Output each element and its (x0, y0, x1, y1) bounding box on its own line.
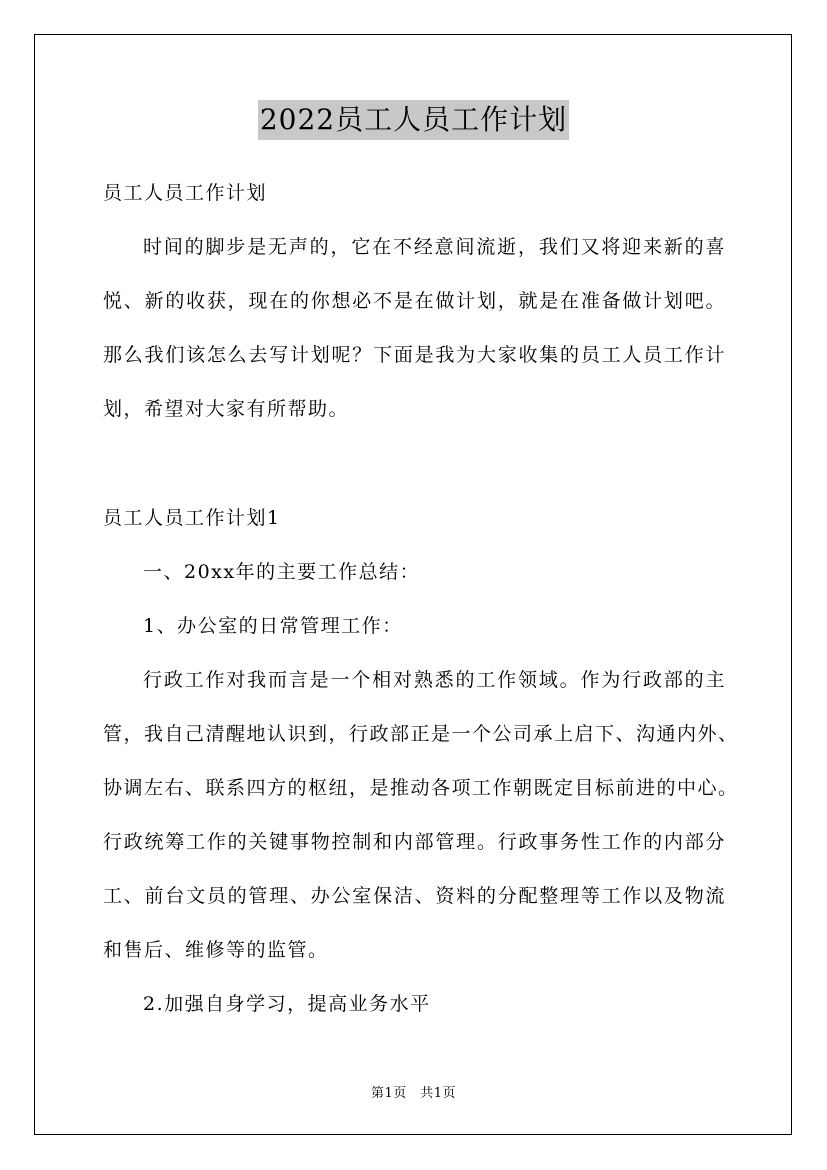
title-container (0, 100, 827, 140)
plan1-heading: 员工人员工作计划1 (103, 507, 281, 529)
intro-line-4: 划，希望对大家有所帮助。 (103, 398, 350, 420)
body-line-6: 和售后、维修等的监管。 (103, 939, 329, 961)
page-footer: 第1页 共1页 (370, 1086, 457, 1101)
body-line-5: 工、前台文员的管理、办公室保洁、资料的分配整理等工作以及物流 (103, 885, 726, 907)
intro-line-3: 那么我们该怎么去写计划呢？下面是我为大家收集的员工人员工作计 (103, 344, 726, 366)
subsection-1-heading: 1、办公室的日常管理工作： (143, 615, 403, 637)
section-1-heading: 一、20xx年的主要工作总结： (143, 561, 421, 583)
body-line-2: 管，我自己清醒地认识到，行政部正是一个公司承上启下、沟通内外、 (103, 723, 739, 745)
intro-heading: 员工人员工作计划 (103, 182, 268, 204)
body-line-3: 协调左右、联系四方的枢纽，是推动各项工作朝既定目标前进的中心。 (103, 777, 739, 799)
subsection-2-heading: 2.加强自身学习，提高业务水平 (143, 993, 431, 1015)
body-line-4: 行政统筹工作的关键事物控制和内部管理。行政事务性工作的内部分 (103, 831, 726, 853)
intro-line-2: 悦、新的收获，现在的你想必不是在做计划，就是在准备做计划吧。 (103, 290, 726, 312)
document-title: 2022员工人员工作计划 (258, 100, 569, 140)
intro-line-1: 时间的脚步是无声的，它在不经意间流逝，我们又将迎来新的喜 (143, 236, 726, 258)
body-line-1: 行政工作对我而言是一个相对熟悉的工作领域。作为行政部的主 (143, 669, 726, 691)
